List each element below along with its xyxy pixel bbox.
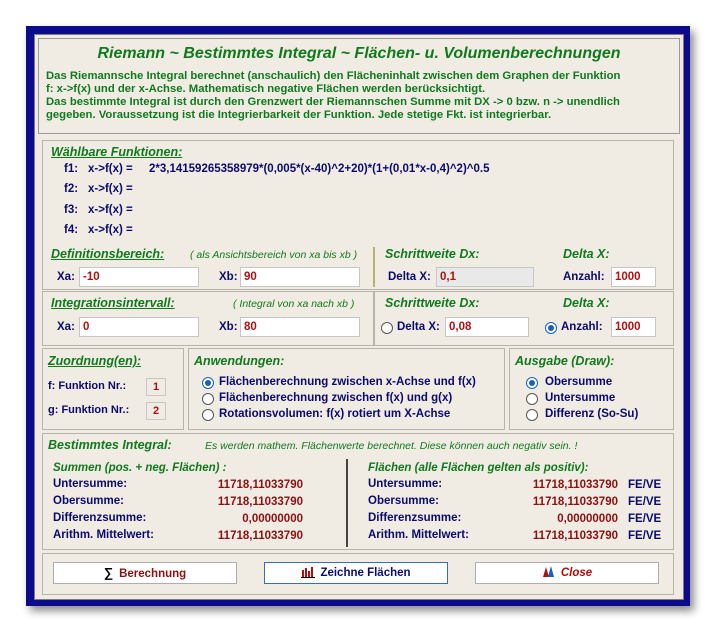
applications-heading: Anwendungen: <box>194 354 285 368</box>
definition-divider <box>373 247 375 287</box>
button-bar <box>42 553 674 595</box>
assignment-panel <box>42 348 184 430</box>
sum-label-3: Differenzsumme: <box>53 512 147 524</box>
integration-xa-input[interactable]: 0 <box>79 317 199 337</box>
assignment-g-label: g: Funktion Nr.: <box>48 404 130 416</box>
assignment-heading: Zuordnung(en): <box>48 354 142 368</box>
definition-xa-label: Xa: <box>57 271 75 283</box>
bar-chart-icon <box>301 565 315 585</box>
close-icon <box>542 565 556 585</box>
definition-xb-input[interactable]: 90 <box>240 267 360 287</box>
area-unit-2: FE/VE <box>628 496 662 508</box>
area-heading: Flächen (alle Flächen gelten als positiv): <box>368 462 589 474</box>
description-line-1: Das Riemannsche Integral berechnet (anschaulich) den Flächeninhalt zwischen dem Graphen der Funktion <box>46 70 621 82</box>
application-option-3[interactable]: Rotationsvolumen: f(x) rotiert um X-Achse <box>219 408 451 420</box>
function-prefix-f2: x->f(x) = <box>88 183 133 195</box>
area-value-1: 11718,11033790 <box>532 479 618 491</box>
integration-dx-label: Delta X: <box>397 321 440 333</box>
integration-dx-radio[interactable] <box>381 322 393 334</box>
area-label-3: Differenzsumme: <box>368 512 462 524</box>
assignment-f-label: f: Funktion Nr.: <box>48 380 127 392</box>
integration-note: ( Integral von xa nach xb ) <box>233 298 355 310</box>
draw-areas-button-label: Zeichne Flächen <box>320 567 411 579</box>
definition-step-heading: Schrittweite Dx: <box>385 247 480 261</box>
function-prefix-f3: x->f(x) = <box>88 204 133 216</box>
integration-count-input[interactable]: 1000 <box>611 317 656 337</box>
output-panel <box>509 348 674 430</box>
sum-value-4: 11718,11033790 <box>217 530 303 542</box>
output-radio-1[interactable] <box>526 377 538 389</box>
integration-xb-input[interactable]: 80 <box>240 317 360 337</box>
area-label-1: Untersumme: <box>368 478 443 490</box>
function-prefix-f4: x->f(x) = <box>88 224 133 236</box>
definition-heading: Definitionsbereich: <box>51 247 165 261</box>
application-radio-3[interactable] <box>202 409 214 421</box>
sum-value-2: 11718,11033790 <box>217 496 303 508</box>
output-radio-2[interactable] <box>526 393 538 405</box>
application-option-1[interactable]: Flächenberechnung zwischen x-Achse und f(x) <box>219 376 476 388</box>
integration-count-radio[interactable] <box>545 322 557 334</box>
area-value-2: 11718,11033790 <box>532 496 618 508</box>
description-line-4: gegeben. Voraussetzung ist die Integrierbarkeit der Funktion. Jede stetige Fkt. ist integrierbar. <box>46 109 552 121</box>
calculate-button-label: Berechnung <box>119 568 187 580</box>
output-option-2[interactable]: Untersumme <box>545 392 616 404</box>
output-radio-3[interactable] <box>526 409 538 421</box>
sum-label-2: Obersumme: <box>53 495 124 507</box>
close-button[interactable] <box>475 562 659 584</box>
definition-delta-heading: Delta X: <box>563 247 610 261</box>
integration-panel <box>42 291 374 346</box>
sum-value-1: 11718,11033790 <box>217 479 303 491</box>
sigma-icon: ∑ <box>103 565 114 580</box>
integration-count-label: Anzahl: <box>561 321 603 333</box>
close-button-label: Close <box>560 567 593 579</box>
function-prefix-f1: x->f(x) = <box>88 163 133 175</box>
result-divider <box>346 459 348 547</box>
sum-heading: Summen (pos. + neg. Flächen) : <box>53 462 227 474</box>
integration-heading: Integrationsintervall: <box>51 296 175 310</box>
function-label-f2: f2: <box>64 183 79 195</box>
application-radio-2[interactable] <box>202 393 214 405</box>
assignment-f-value[interactable]: 1 <box>146 378 166 396</box>
assignment-g-value[interactable]: 2 <box>146 402 166 420</box>
window-frame <box>26 26 690 606</box>
definition-count-input[interactable]: 1000 <box>611 267 656 287</box>
function-expression-f1[interactable]: 2*3,14159265358979*(0,005*(x-40)^2+20)*(1+(0,01*x-0,4)^2)^0.5 <box>149 163 490 175</box>
sum-label-4: Arithm. Mittelwert: <box>53 529 154 541</box>
application-radio-1[interactable] <box>202 377 214 389</box>
integration-xa-label: Xa: <box>57 321 75 333</box>
area-unit-3: FE/VE <box>628 513 662 525</box>
integration-step-heading: Schrittweite Dx: <box>385 296 480 310</box>
area-label-4: Arithm. Mittelwert: <box>368 529 469 541</box>
integration-delta-heading: Delta X: <box>563 296 610 310</box>
function-label-f4: f4: <box>64 224 79 236</box>
functions-heading: Wählbare Funktionen: <box>51 145 183 159</box>
applications-panel <box>188 348 505 430</box>
description-line-2: f: x->f(x) und der x-Achse. Mathematisch negative Flächen werden berücksichtigt. <box>46 83 486 95</box>
sum-value-3: 0,00000000 <box>242 513 303 525</box>
output-heading: Ausgabe (Draw): <box>515 354 615 368</box>
output-option-1[interactable]: Obersumme <box>545 376 613 388</box>
output-option-3[interactable]: Differenz (So-Su) <box>545 408 639 420</box>
area-value-3: 0,00000000 <box>557 513 618 525</box>
draw-areas-button[interactable] <box>264 562 448 584</box>
definition-count-label: Anzahl: <box>563 271 605 283</box>
header-panel <box>38 38 680 134</box>
result-panel <box>42 433 674 550</box>
dialog-body <box>34 34 684 600</box>
function-label-f1: f1: <box>64 163 79 175</box>
definition-note: ( als Ansichtsbereich von xa bis xb ) <box>190 249 358 261</box>
function-label-f3: f3: <box>64 204 79 216</box>
area-unit-4: FE/VE <box>628 530 662 542</box>
integration-xb-label: Xb: <box>219 321 238 333</box>
definition-dx-input[interactable]: 0,1 <box>436 267 534 287</box>
page-title: Riemann ~ Bestimmtes Integral ~ Flächen- u. Volumenberechnungen <box>97 45 621 62</box>
area-label-2: Obersumme: <box>368 495 439 507</box>
definition-xb-label: Xb: <box>219 271 238 283</box>
definition-xa-input[interactable]: -10 <box>79 267 199 287</box>
integration-dx-input[interactable]: 0,08 <box>445 317 529 337</box>
definition-dx-label: Delta X: <box>388 271 431 283</box>
application-option-2[interactable]: Flächenberechnung zwischen f(x) und g(x) <box>219 392 453 404</box>
area-value-4: 11718,11033790 <box>532 530 618 542</box>
area-unit-1: FE/VE <box>628 479 662 491</box>
integration-step-panel <box>374 291 674 346</box>
description-line-3: Das bestimmte Integral ist durch den Grenzwert der Riemannschen Summe mit DX -> 0 bzw. n -> unendlich <box>46 96 620 108</box>
result-note: Es werden mathem. Flächenwerte berechnet. Diese können auch negativ sein. ! <box>205 440 578 452</box>
result-heading: Bestimmtes Integral: <box>48 438 172 452</box>
calculate-button[interactable] <box>53 562 237 584</box>
sum-label-1: Untersumme: <box>53 478 128 490</box>
functions-panel <box>42 140 674 290</box>
